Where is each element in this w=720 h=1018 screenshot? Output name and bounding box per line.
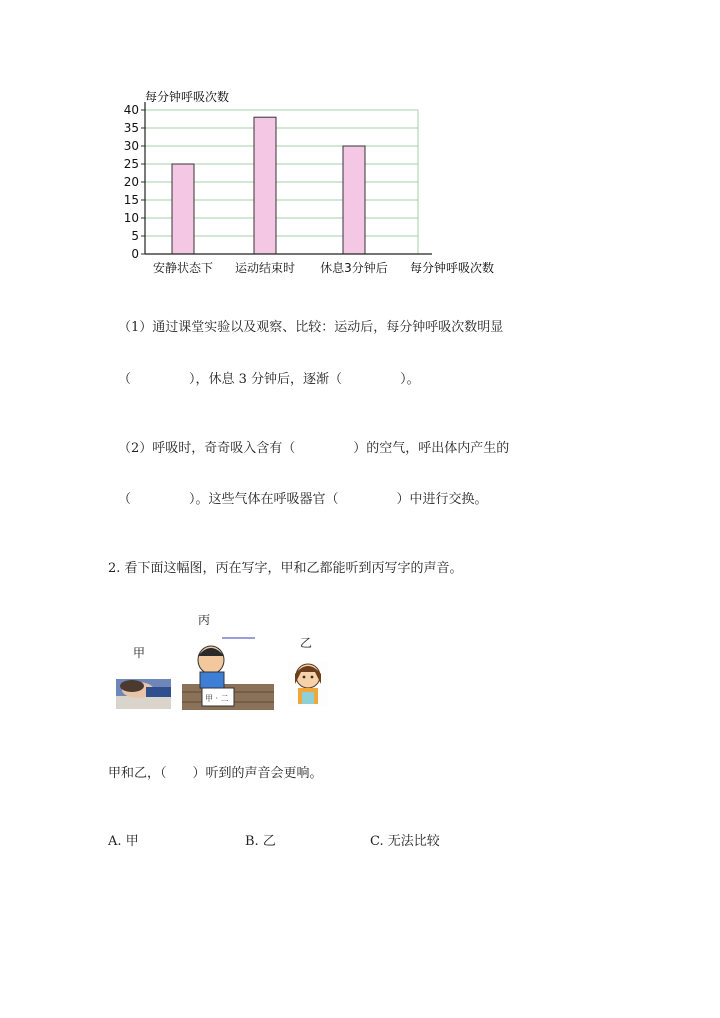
bar	[254, 117, 276, 254]
q2-line1-start: （2）呼吸时，奇奇吸入含有（	[118, 441, 296, 456]
q2-line1	[118, 437, 509, 456]
q2-line2-mid: ）。这些气体在呼吸器官（	[189, 492, 339, 507]
y-tick-label: 35	[123, 121, 139, 135]
y-tick-label: 25	[123, 157, 139, 171]
question2-prompt	[108, 762, 323, 781]
question2-stem: 2. 看下面这幅图，丙在写字，甲和乙都能听到丙写字的声音。	[108, 561, 463, 576]
q2-line2	[118, 488, 488, 507]
category-label: 运动结束时	[234, 261, 296, 275]
y-tick-label: 5	[131, 229, 139, 243]
bar	[343, 146, 365, 254]
breath-rate-chart	[0, 0, 720, 290]
y-tick-label: 15	[123, 193, 139, 207]
bing-writing-picture	[182, 638, 274, 710]
y-tick-label: 0	[131, 247, 139, 261]
label-yi: 乙	[300, 636, 313, 650]
listening-illustration	[110, 632, 340, 717]
bar	[172, 164, 194, 254]
q2-line2-open: （	[118, 492, 132, 507]
yi-listening-picture	[288, 662, 328, 706]
prompt-start: 甲和乙，（	[108, 766, 167, 781]
category-label: 休息3分钟后	[320, 261, 388, 275]
option-b[interactable]: B. 乙	[245, 834, 276, 849]
y-tick-label: 20	[123, 175, 139, 189]
q2-line2-end: ）中进行交换。	[396, 492, 488, 507]
jia-head-down-picture	[116, 679, 171, 709]
y-tick-label: 10	[123, 211, 139, 225]
label-jia: 甲	[133, 646, 146, 660]
option-a[interactable]: A. 甲	[108, 834, 139, 849]
sheet-writing: 甲 · 二	[205, 694, 229, 703]
q1-line2	[118, 368, 420, 387]
y-tick-label: 30	[123, 139, 139, 153]
x-axis-title: 每分钟呼吸次数	[410, 261, 495, 275]
label-bing: 丙	[198, 613, 211, 627]
q1-line1: （1）通过课堂实验以及观察、比较：运动后，每分钟呼吸次数明显	[118, 320, 504, 335]
q1-line2-end: ）。	[400, 372, 420, 387]
option-c[interactable]: C. 无法比较	[370, 834, 440, 849]
prompt-end: ）听到的声音会更响。	[192, 766, 323, 781]
q2-line1-end: ）的空气，呼出体内产生的	[353, 441, 510, 456]
q1-blank-open: （	[118, 372, 132, 387]
y-axis-title: 每分钟呼吸次数	[145, 90, 230, 104]
q1-line2-mid: ），休息 3 分钟后，逐渐（	[189, 372, 343, 387]
y-tick-label: 40	[123, 103, 139, 117]
category-label: 安静状态下	[152, 261, 214, 275]
